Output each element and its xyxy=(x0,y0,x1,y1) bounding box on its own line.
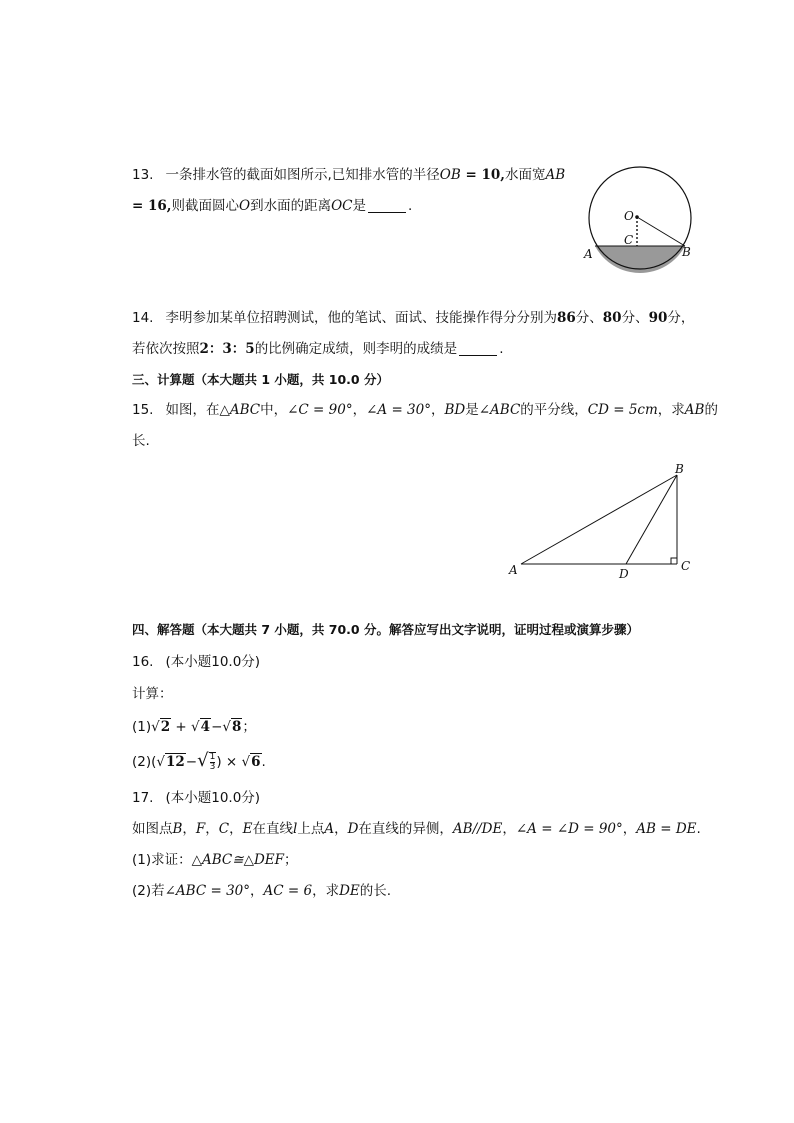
radicand: 8 xyxy=(231,719,242,735)
q16-score: (本小题10.0分) xyxy=(165,654,261,670)
sqrt-4: √4 xyxy=(191,719,211,735)
unit1: 分、 xyxy=(575,310,603,326)
q16-number: 16. xyxy=(132,654,154,670)
label-a: A xyxy=(584,247,593,261)
comma: ， xyxy=(334,821,348,837)
q14-number: 14. xyxy=(132,310,154,326)
q15-line2: 长. xyxy=(132,433,150,449)
q14-line2 xyxy=(132,339,503,359)
q13-number: 13. xyxy=(132,167,154,183)
plus: + xyxy=(171,719,192,735)
comma: ， xyxy=(622,821,637,837)
segment-bd: BD xyxy=(444,402,466,418)
fraction xyxy=(209,752,217,772)
line-l: l xyxy=(293,821,298,837)
q15-comma: ， xyxy=(352,402,367,418)
label-b: B xyxy=(675,462,684,476)
answer-blank[interactable] xyxy=(459,341,497,356)
q13-eq-10: = 10, xyxy=(460,167,505,183)
parallel-ab-de: AB//DE xyxy=(452,821,503,837)
q13-text2: 则截面圆心 xyxy=(171,198,239,214)
part1-label: (1)求证： xyxy=(132,852,192,868)
q13-text3: 到水面的距离 xyxy=(250,198,332,214)
comma: ， xyxy=(250,883,264,899)
semicolon: ； xyxy=(242,719,256,735)
congruent-triangles: △ABC≅△DEF xyxy=(191,852,284,868)
part2-label: (2)若 xyxy=(132,883,165,899)
label-c: C xyxy=(681,559,691,573)
score-written: 86 xyxy=(556,310,576,326)
q15-text: 如图，在 xyxy=(165,402,220,418)
unit3: 分， xyxy=(667,310,695,326)
q17-text: 的长. xyxy=(359,883,392,899)
minus: − xyxy=(185,754,198,770)
radicand: 6 xyxy=(251,754,261,770)
q17-text: 在直线的异侧， xyxy=(358,821,453,837)
q15-text: 是 xyxy=(465,402,479,418)
q17-number: 17. xyxy=(132,790,154,806)
q15-text: 中， xyxy=(260,402,288,418)
score-skill: 90 xyxy=(648,310,668,326)
q15-text: ，求 xyxy=(657,402,685,418)
section-4-heading: 四、解答题（本大题共 7 小题，共 70.0 分。解答应写出文字说明，证明过程或演算步骤） xyxy=(132,622,639,637)
q17-score: (本小题10.0分) xyxy=(165,790,261,806)
q16-part2 xyxy=(132,751,266,772)
ratio: 2：3：5 xyxy=(199,341,255,357)
denominator: 3 xyxy=(209,762,216,772)
semicolon: ； xyxy=(284,852,298,868)
q14-line1 xyxy=(132,308,694,328)
part2-label: (2)( xyxy=(132,754,157,770)
radicand: 2 xyxy=(160,719,171,735)
sqrt-one-third: √ $\frac{1}{3}$ xyxy=(197,750,216,772)
radicand: 12 xyxy=(166,754,185,770)
right-triangle-figure xyxy=(505,460,705,585)
comma: ， xyxy=(502,821,516,837)
point-c: C xyxy=(218,821,230,837)
point-e: E xyxy=(242,821,253,837)
q15-comma: ， xyxy=(430,402,445,418)
segment-de: DE xyxy=(339,883,360,899)
side-ab xyxy=(521,475,677,564)
point-b: B xyxy=(172,821,183,837)
q17-text: 在直线 xyxy=(252,821,293,837)
q16-calc: 计算： xyxy=(132,686,173,702)
radius-ob xyxy=(637,217,685,246)
angle-c: ∠C = 90° xyxy=(287,402,353,418)
period: . xyxy=(696,821,701,837)
segment-ab: AB xyxy=(684,402,705,418)
comma: ， xyxy=(205,821,219,837)
bisector-bd xyxy=(626,475,677,564)
q13-line2 xyxy=(132,196,412,216)
sqrt-12: √12 xyxy=(156,754,185,770)
angle-a: ∠A = 30° xyxy=(366,402,431,418)
q15-text: 的平分线， xyxy=(520,402,588,418)
q14-text: 李明参加某单位招聘测试，他的笔试、面试、技能操作得分分别为 xyxy=(165,310,557,326)
q17-statement xyxy=(132,819,701,839)
q13-line1 xyxy=(132,165,565,185)
point-d: D xyxy=(347,821,359,837)
ac-length: AC = 6 xyxy=(263,883,313,899)
q14-text2: 若依次按照 xyxy=(132,341,200,357)
answer-blank[interactable] xyxy=(368,198,406,213)
q13-math-ab: AB xyxy=(545,167,566,183)
point-a: A xyxy=(324,821,335,837)
q13-eq-16: = 16, xyxy=(132,198,172,214)
angle-abc: ∠ABC = 30° xyxy=(164,883,251,899)
score-interview: 80 xyxy=(602,310,622,326)
label-a: A xyxy=(509,563,518,577)
q13-math-oc: OC xyxy=(331,198,353,214)
q13-math-o: O xyxy=(239,198,251,214)
label-d: D xyxy=(619,567,629,581)
sqrt-8: √8 xyxy=(222,719,242,735)
circle-pipe-figure xyxy=(580,160,700,275)
numerator: 1 xyxy=(209,752,216,762)
angles-equal: ∠A = ∠D = 90° xyxy=(515,821,623,837)
q14-period: . xyxy=(499,341,504,357)
right-angle-mark xyxy=(671,558,677,564)
q16-line1 xyxy=(132,652,260,672)
sqrt-2: √2 xyxy=(151,719,171,735)
label-c: C xyxy=(624,233,634,247)
period: . xyxy=(261,754,266,770)
label-b: B xyxy=(682,245,691,259)
triangle-abc: △ABC xyxy=(219,402,261,418)
q13-text-width: 水面宽 xyxy=(504,167,546,183)
cd-length: CD = 5cm xyxy=(587,402,658,418)
q16-part1 xyxy=(132,717,256,737)
q17-part1 xyxy=(132,850,298,870)
part1-label: (1) xyxy=(132,719,152,735)
q15-line1 xyxy=(132,400,718,420)
ab-equals-de: AB = DE xyxy=(636,821,697,837)
q15-text: 的 xyxy=(704,402,718,418)
comma: ， xyxy=(229,821,243,837)
minus: − xyxy=(211,719,223,735)
q13-period: . xyxy=(407,198,413,214)
section-3-heading: 三、计算题（本大题共 1 小题，共 10.0 分） xyxy=(132,372,389,387)
unit2: 分、 xyxy=(621,310,649,326)
point-f: F xyxy=(195,821,206,837)
q17-line1 xyxy=(132,788,260,808)
q13-text: 一条排水管的截面如图所示,已知排水管的半径 xyxy=(165,167,440,183)
q14-text3: 的比例确定成绩，则李明的成绩是 xyxy=(254,341,458,357)
q17-text: 上点 xyxy=(297,821,325,837)
comma: ， xyxy=(182,821,196,837)
times: ) × xyxy=(216,754,242,770)
sqrt-6: √6 xyxy=(241,754,261,770)
q17-text: 如图点 xyxy=(132,821,173,837)
label-o: O xyxy=(624,209,634,223)
q15-number: 15. xyxy=(132,402,154,418)
q13-text4: 是 xyxy=(352,198,366,214)
q13-math-ob: OB xyxy=(439,167,461,183)
q17-text: ，求 xyxy=(312,883,340,899)
angle-abc: ∠ABC xyxy=(478,402,521,418)
center-dot xyxy=(635,215,639,219)
q17-part2 xyxy=(132,881,391,901)
radicand: 4 xyxy=(200,719,211,735)
